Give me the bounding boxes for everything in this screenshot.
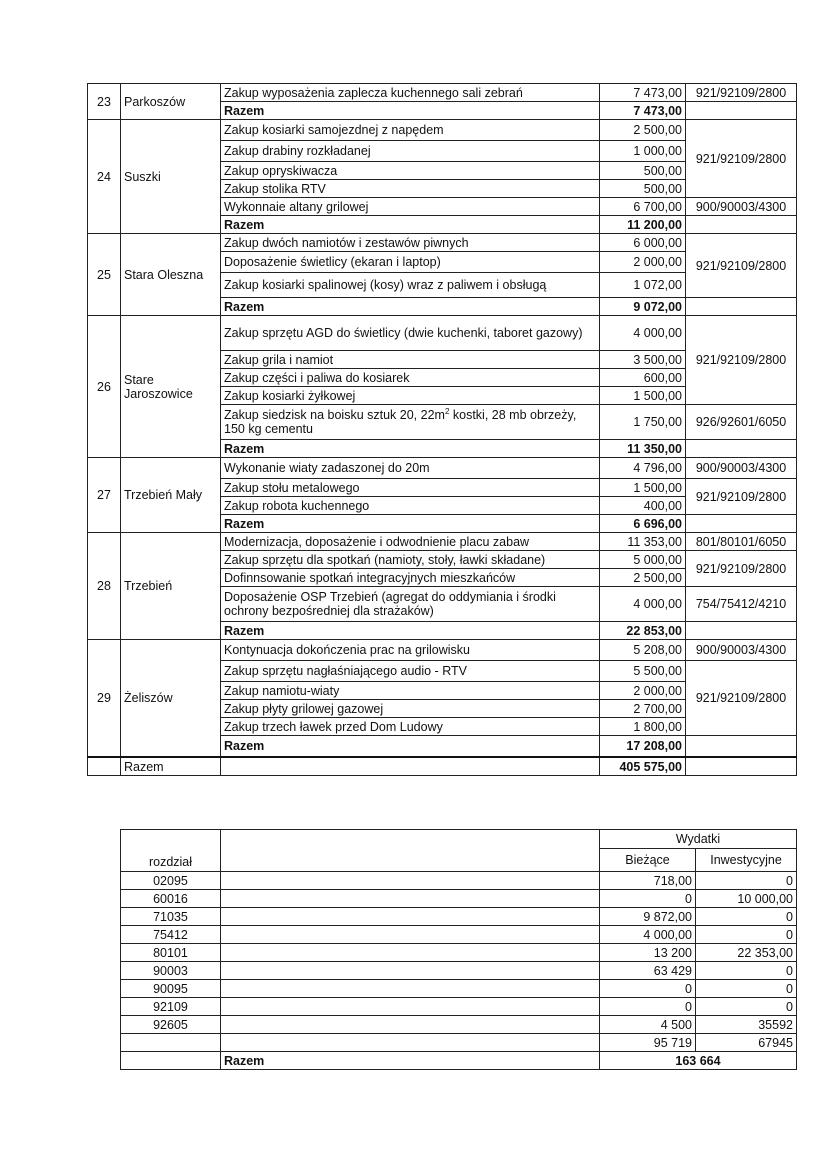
subtotal-value: 11 350,00 <box>600 440 686 458</box>
item-description: Wykonanie wiaty zadaszonej do 20m <box>221 458 600 479</box>
item-classification: 921/92109/2800 <box>686 234 797 298</box>
empty-cell <box>88 757 121 776</box>
item-classification: 921/92109/2800 <box>686 84 797 102</box>
subtotal-label: Razem <box>221 440 600 458</box>
empty-cell <box>221 962 600 980</box>
item-amount: 500,00 <box>600 162 686 180</box>
summary-row <box>121 998 797 1016</box>
biezace-value: 63 429 <box>600 962 696 980</box>
item-description: Zakup wyposażenia zaplecza kuchennego sali zebrań <box>221 84 600 102</box>
summary-row <box>121 872 797 890</box>
item-amount: 2 000,00 <box>600 252 686 273</box>
item-classification: 921/92109/2800 <box>686 479 797 515</box>
item-classification: 900/90003/4300 <box>686 198 797 216</box>
empty-cell <box>221 830 600 872</box>
item-description: Zakup grila i namiot <box>221 351 600 369</box>
empty-cell <box>221 908 600 926</box>
item-amount: 5 500,00 <box>600 661 686 682</box>
item-classification: 921/92109/2800 <box>686 661 797 736</box>
row-number: 27 <box>88 458 121 533</box>
item-description: Zakup płyty grilowej gazowej <box>221 700 600 718</box>
inwestycyjne-value: 10 000,00 <box>696 890 797 908</box>
item-amount: 1 750,00 <box>600 405 686 440</box>
table-row <box>88 640 797 661</box>
item-description: Zakup stolika RTV <box>221 180 600 198</box>
grand-total-value: 405 575,00 <box>600 757 686 776</box>
subtotal-label: Razem <box>221 216 600 234</box>
table-row <box>88 234 797 252</box>
item-description: Zakup opryskiwacza <box>221 162 600 180</box>
row-number: 26 <box>88 316 121 458</box>
item-amount: 2 500,00 <box>600 569 686 587</box>
empty-cell <box>221 757 600 776</box>
empty-cell <box>686 440 797 458</box>
summary-row <box>121 908 797 926</box>
biezace-value: 13 200 <box>600 944 696 962</box>
summary-row <box>121 890 797 908</box>
inwestycyjne-value: 0 <box>696 908 797 926</box>
inwestycyjne-value: 0 <box>696 962 797 980</box>
empty-cell <box>121 1034 221 1052</box>
item-amount: 1 072,00 <box>600 273 686 298</box>
subtotal-label: Razem <box>221 298 600 316</box>
item-classification: 921/92109/2800 <box>686 316 797 405</box>
item-classification: 801/80101/6050 <box>686 533 797 551</box>
biezace-value: 9 872,00 <box>600 908 696 926</box>
item-amount: 3 500,00 <box>600 351 686 369</box>
subtotal-value: 7 473,00 <box>600 102 686 120</box>
item-classification: 921/92109/2800 <box>686 120 797 198</box>
subtotal-value: 17 208,00 <box>600 736 686 758</box>
row-number: 24 <box>88 120 121 234</box>
item-amount: 1 000,00 <box>600 141 686 162</box>
village-name: Parkoszów <box>121 84 221 120</box>
item-description: Doposażenie OSP Trzebień (agregat do oddymiania i środki ochrony bezpośredniej dla strażaków) <box>221 587 600 622</box>
item-description: Zakup sprzętu nagłaśniającego audio - RTV <box>221 661 600 682</box>
item-classification: 900/90003/4300 <box>686 640 797 661</box>
grand-total-label: Razem <box>121 757 221 776</box>
empty-cell <box>221 1016 600 1034</box>
item-amount: 1 500,00 <box>600 479 686 497</box>
empty-cell <box>686 102 797 120</box>
rozdzial-code: 80101 <box>121 944 221 962</box>
subtotal-value: 6 696,00 <box>600 515 686 533</box>
empty-cell <box>221 998 600 1016</box>
grand-total-row <box>88 757 797 776</box>
desc-part: Zakup siedzisk na boisku sztuk 20, 22m <box>224 408 445 422</box>
row-number: 29 <box>88 640 121 758</box>
subtotal-label: Razem <box>221 102 600 120</box>
summary-header-row <box>121 830 797 849</box>
village-name: Stare Jaroszowice <box>121 316 221 458</box>
summary-row <box>121 944 797 962</box>
subtotal-value: 11 200,00 <box>600 216 686 234</box>
row-number: 28 <box>88 533 121 640</box>
empty-cell <box>221 926 600 944</box>
rozdzial-code: 60016 <box>121 890 221 908</box>
empty-cell <box>686 622 797 640</box>
empty-cell <box>221 890 600 908</box>
inwestycyjne-value: 0 <box>696 998 797 1016</box>
empty-cell <box>686 298 797 316</box>
subtotal-label: Razem <box>221 736 600 758</box>
empty-cell <box>686 515 797 533</box>
item-description: Zakup sprzętu dla spotkań (namioty, stoły, ławki składane) <box>221 551 600 569</box>
item-amount: 7 473,00 <box>600 84 686 102</box>
rozdzial-code: 92605 <box>121 1016 221 1034</box>
sołectwa-table <box>87 83 797 776</box>
item-amount: 4 000,00 <box>600 316 686 351</box>
item-amount: 400,00 <box>600 497 686 515</box>
village-name: Suszki <box>121 120 221 234</box>
rozdzial-code: 90003 <box>121 962 221 980</box>
table-row <box>88 316 797 351</box>
inwestycyjne-value: 35592 <box>696 1016 797 1034</box>
item-description: Dofinnsowanie spotkań integracyjnych mieszkańców <box>221 569 600 587</box>
superscript: 2 <box>444 406 450 416</box>
summary-row <box>121 926 797 944</box>
rozdzial-code: 75412 <box>121 926 221 944</box>
summary-row <box>121 980 797 998</box>
sum-inwestycyjne: 67945 <box>696 1034 797 1052</box>
inwestycyjne-value: 0 <box>696 872 797 890</box>
item-amount: 5 000,00 <box>600 551 686 569</box>
item-amount: 4 796,00 <box>600 458 686 479</box>
item-classification: 921/92109/2800 <box>686 551 797 587</box>
biezace-value: 4 500 <box>600 1016 696 1034</box>
biezace-value: 0 <box>600 980 696 998</box>
item-description: Zakup części i paliwa do kosiarek <box>221 369 600 387</box>
item-classification: 900/90003/4300 <box>686 458 797 479</box>
village-name: Trzebień Mały <box>121 458 221 533</box>
item-description: Modernizacja, doposażenie i odwodnienie placu zabaw <box>221 533 600 551</box>
rozdzial-code: 92109 <box>121 998 221 1016</box>
item-amount: 4 000,00 <box>600 587 686 622</box>
sum-biezace: 95 719 <box>600 1034 696 1052</box>
inwestycyjne-value: 0 <box>696 926 797 944</box>
table-row <box>88 533 797 551</box>
summary-total-label: Razem <box>221 1052 600 1070</box>
empty-cell <box>686 216 797 234</box>
wydatki-header: Wydatki <box>600 830 797 849</box>
subtotal-value: 22 853,00 <box>600 622 686 640</box>
summary-row <box>121 962 797 980</box>
item-description: Zakup trzech ławek przed Dom Ludowy <box>221 718 600 736</box>
item-amount: 1 800,00 <box>600 718 686 736</box>
empty-cell <box>221 980 600 998</box>
empty-cell <box>221 944 600 962</box>
item-amount: 5 208,00 <box>600 640 686 661</box>
row-number: 25 <box>88 234 121 316</box>
desc-part: kostki, 28 mb obrzeży, 150 kg cementu <box>224 408 577 436</box>
item-description: Wykonnaie altany grilowej <box>221 198 600 216</box>
item-amount: 6 000,00 <box>600 234 686 252</box>
item-description: Zakup dwóch namiotów i zestawów piwnych <box>221 234 600 252</box>
empty-cell <box>221 872 600 890</box>
rozdzial-code: 02095 <box>121 872 221 890</box>
biezace-value: 4 000,00 <box>600 926 696 944</box>
item-amount: 11 353,00 <box>600 533 686 551</box>
summary-table <box>120 829 797 1070</box>
empty-cell <box>686 736 797 758</box>
biezace-header: Bieżące <box>600 849 696 872</box>
item-classification: 926/92601/6050 <box>686 405 797 440</box>
table-row <box>88 84 797 102</box>
village-name: Żeliszów <box>121 640 221 758</box>
summary-total-value: 163 664 <box>600 1052 797 1070</box>
item-classification: 754/75412/4210 <box>686 587 797 622</box>
inwestycyjne-header: Inwestycyjne <box>696 849 797 872</box>
table-row <box>88 458 797 479</box>
rozdzial-code: 71035 <box>121 908 221 926</box>
item-description: Doposażenie świetlicy (ekaran i laptop) <box>221 252 600 273</box>
item-description: Zakup drabiny rozkładanej <box>221 141 600 162</box>
subtotal-label: Razem <box>221 515 600 533</box>
biezace-value: 0 <box>600 890 696 908</box>
inwestycyjne-value: 22 353,00 <box>696 944 797 962</box>
item-amount: 600,00 <box>600 369 686 387</box>
village-name: Stara Oleszna <box>121 234 221 316</box>
row-number: 23 <box>88 84 121 120</box>
empty-cell <box>221 1034 600 1052</box>
biezace-value: 0 <box>600 998 696 1016</box>
item-amount: 2 000,00 <box>600 682 686 700</box>
item-amount: 6 700,00 <box>600 198 686 216</box>
item-amount: 1 500,00 <box>600 387 686 405</box>
summary-total-row <box>121 1052 797 1070</box>
empty-cell <box>121 1052 221 1070</box>
village-name: Trzebień <box>121 533 221 640</box>
item-description: Zakup namiotu-wiaty <box>221 682 600 700</box>
item-description: Zakup kosiarki samojezdnej z napędem <box>221 120 600 141</box>
summary-row <box>121 1016 797 1034</box>
inwestycyjne-value: 0 <box>696 980 797 998</box>
item-description: Zakup stołu metalowego <box>221 479 600 497</box>
empty-cell <box>686 757 797 776</box>
subtotal-value: 9 072,00 <box>600 298 686 316</box>
table-row <box>88 120 797 141</box>
item-description: Kontynuacja dokończenia prac na grilowisku <box>221 640 600 661</box>
summary-sum-row <box>121 1034 797 1052</box>
item-description: Zakup kosiarki żyłkowej <box>221 387 600 405</box>
biezace-value: 718,00 <box>600 872 696 890</box>
item-amount: 2 500,00 <box>600 120 686 141</box>
item-description: Zakup kosiarki spalinowej (kosy) wraz z paliwem i obsługą <box>221 273 600 298</box>
item-description: Zakup robota kuchennego <box>221 497 600 515</box>
rozdzial-code: 90095 <box>121 980 221 998</box>
item-amount: 2 700,00 <box>600 700 686 718</box>
rozdzial-header: rozdział <box>121 830 221 872</box>
item-description <box>221 405 600 440</box>
item-description: Zakup sprzętu AGD do świetlicy (dwie kuchenki, taboret gazowy) <box>221 316 600 351</box>
item-amount: 500,00 <box>600 180 686 198</box>
subtotal-label: Razem <box>221 622 600 640</box>
